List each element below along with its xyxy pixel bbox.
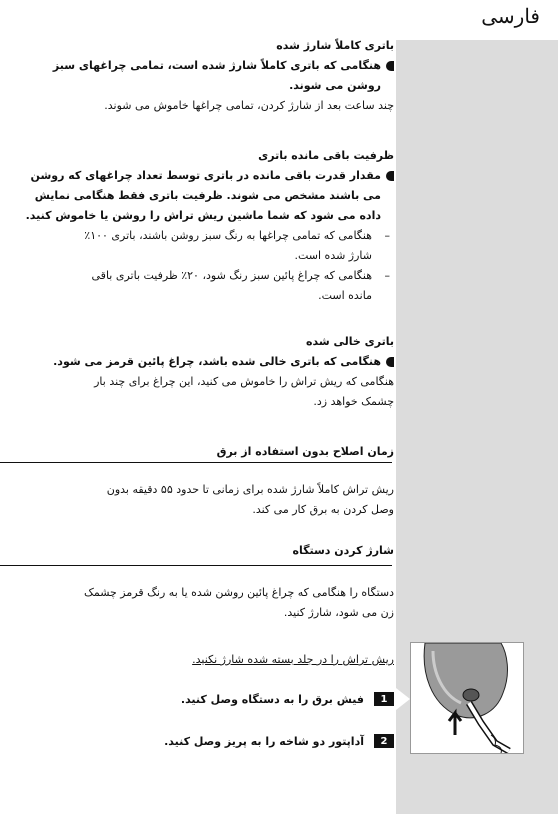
- dash-item: – هنگامی که تمامی چراغها به رنگ سبز روشن باشند، باتری ۱۰۰٪: [84, 229, 390, 242]
- section-cordless-time: [4, 442, 394, 462]
- bullet-continuation: روشن می شوند.: [289, 79, 381, 92]
- section-title: زمان اصلاح بدون استفاده از برق: [216, 445, 394, 458]
- paragraph-line: وصل کردن به برق کار می کند.: [252, 503, 394, 516]
- section-full-battery: [4, 36, 394, 116]
- section-remaining-capacity: [4, 146, 394, 306]
- section-charging: [4, 541, 394, 561]
- step-text: آداپتور دو شاخه را به پریز وصل کنید.: [164, 734, 364, 748]
- dash-continuation: شارژ شده است.: [294, 249, 372, 262]
- section-empty-battery: [4, 332, 394, 412]
- section-charging-text: [4, 583, 394, 623]
- step-item: [181, 692, 394, 706]
- charging-warning: [4, 650, 394, 670]
- section-title: باتری کاملاً شارژ شده: [276, 39, 394, 52]
- bullet-item: مقدار قدرت باقی مانده در باتری توسط تعداد چراغهای که روشن: [4, 166, 394, 186]
- step-number: 2: [374, 734, 394, 748]
- language-label: فارسی: [481, 4, 540, 28]
- bullet-icon: [386, 61, 394, 71]
- dash-continuation: مانده است.: [318, 289, 372, 302]
- bullet-icon: [386, 171, 394, 181]
- paragraph-line: ریش تراش کاملاً شارژ شده برای زمانی تا حدود ۵۵ دقیقه بدون: [106, 483, 394, 496]
- section-note: چشمک خواهد زد.: [313, 395, 394, 408]
- bullet-icon: [386, 357, 394, 367]
- step-number: 1: [374, 692, 394, 706]
- shaver-plug-illustration: [410, 642, 524, 754]
- step-item: [164, 734, 394, 748]
- section-divider: [0, 565, 392, 566]
- section-title: ظرفیت باقی مانده باتری: [258, 149, 394, 162]
- bullet-continuation: می باشند مشخص می شوند. ظرفیت باتری فقط هنگامی نمایش: [34, 189, 381, 202]
- dash-item: – هنگامی که چراغ پائین سبز رنگ شود، ۲۰٪ ظرفیت باتری باقی: [91, 269, 390, 282]
- section-title: شارژ کردن دستگاه: [292, 544, 394, 557]
- paragraph-line: دستگاه را هنگامی که چراغ پائین روشن شده یا به رنگ قرمز چشمک: [83, 586, 394, 599]
- warning-text: ریش تراش را در جلد بسته شده شارژ نکنید.: [192, 653, 394, 666]
- section-note: هنگامی که ریش تراش را خاموش می کنید، این چراغ برای چند بار: [94, 375, 394, 388]
- paragraph-line: زن می شود، شارژ کنید.: [283, 606, 394, 619]
- step-text: فیش برق را به دستگاه وصل کنید.: [180, 692, 364, 706]
- section-divider: [0, 462, 392, 463]
- bullet-item: هنگامی که باتری خالی شده باشد، چراغ پائین قرمز می شود.: [4, 352, 394, 372]
- illustration-pointer: [396, 688, 410, 710]
- bullet-item: هنگامی که باتری کاملاً شارژ شده است، تمامی چراغهای سبز: [4, 56, 394, 76]
- section-cordless-text: [4, 480, 394, 520]
- shaver-plug-icon: [411, 643, 523, 753]
- bullet-continuation: داده می شود که شما ماشین ریش تراش را روشن یا خاموش کنید.: [25, 209, 381, 222]
- section-note: چند ساعت بعد از شارژ کردن، تمامی چراغها خاموش می شوند.: [104, 99, 394, 112]
- section-title: باتری خالی شده: [306, 335, 394, 348]
